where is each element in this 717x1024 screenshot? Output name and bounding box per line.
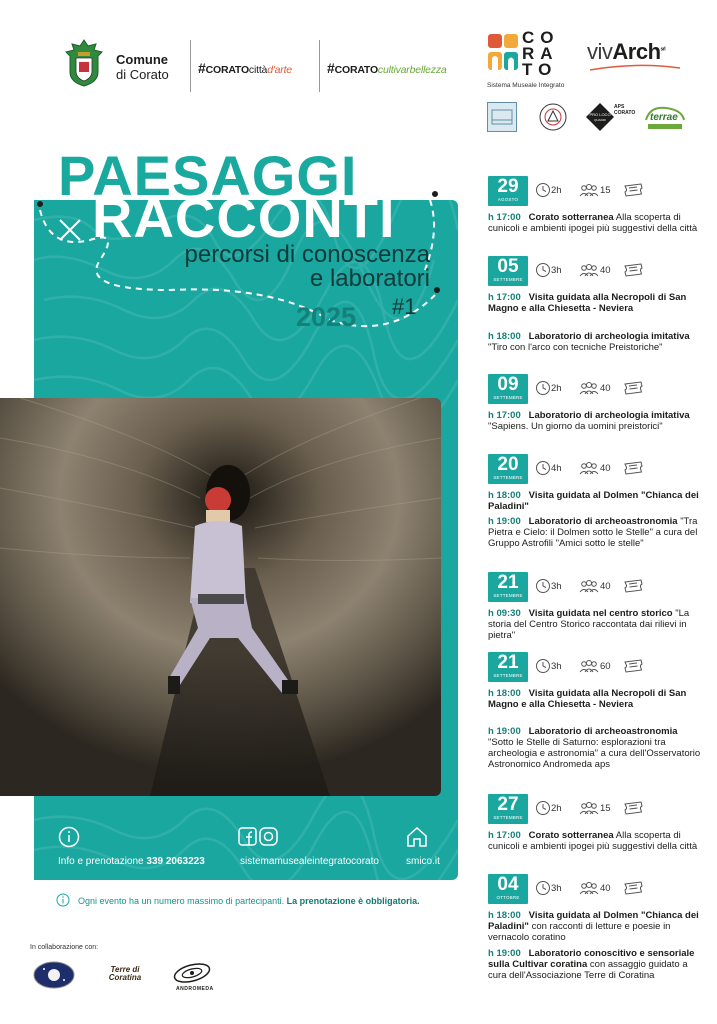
ticket-icon bbox=[623, 579, 643, 593]
event-capacity: 40 bbox=[600, 383, 611, 394]
title-line1: PAESAGGI bbox=[58, 144, 358, 207]
clock-icon bbox=[535, 460, 551, 476]
event-item bbox=[488, 608, 703, 641]
ticket-icon bbox=[623, 801, 643, 815]
people-icon bbox=[579, 263, 599, 277]
event-duration: 4h bbox=[551, 463, 562, 474]
date-month: SETTEMBRE bbox=[493, 673, 523, 678]
date-badge bbox=[488, 176, 528, 206]
museum-logo-icon bbox=[487, 102, 517, 132]
event-entry bbox=[488, 874, 703, 984]
header bbox=[0, 0, 717, 150]
subtitle: percorsi di conoscenza e laboratori bbox=[184, 241, 430, 292]
vivarch-logo: vivArch$^{srl}$ bbox=[587, 39, 666, 64]
date-badge bbox=[488, 572, 528, 602]
date-day: 20 bbox=[497, 454, 519, 475]
event-time: h 17:00 bbox=[488, 410, 521, 421]
event-duration: 3h bbox=[551, 265, 562, 276]
vivarch-swoosh-icon bbox=[590, 64, 680, 72]
comune-logo: Comune di Corato bbox=[116, 52, 169, 82]
event-desc: con racconti di letture e poesie in vernacolo coratino bbox=[488, 921, 671, 943]
event-capacity: 40 bbox=[600, 463, 611, 474]
event-title: Visita guidata al Dolmen "Chianca dei Paladini" bbox=[488, 910, 699, 932]
event-time: h 17:00 bbox=[488, 292, 521, 303]
clock-icon bbox=[535, 578, 551, 594]
home-icon bbox=[406, 826, 428, 848]
edition: #1 bbox=[392, 294, 417, 319]
date-month: AGOSTO bbox=[497, 197, 519, 202]
date-day: 05 bbox=[497, 256, 519, 277]
event-title: Corato sotterranea bbox=[528, 212, 614, 223]
year: 2025 bbox=[296, 302, 357, 332]
event-capacity: 15 bbox=[600, 803, 611, 814]
event-item bbox=[488, 830, 703, 852]
tag-cultivar-bellezza: #CORATOcultivarbellezza bbox=[327, 60, 447, 76]
clock-icon bbox=[535, 262, 551, 278]
event-title: Visita guidata nel centro storico bbox=[528, 608, 673, 619]
event-item bbox=[488, 516, 703, 549]
ticket-icon bbox=[623, 263, 643, 277]
event-desc: "La storia del Centro Storico raccontata dai rilievi in pietra" bbox=[488, 608, 690, 641]
people-icon bbox=[579, 183, 599, 197]
event-title: Laboratorio conoscitivo e sensoriale sulla Cultivar coratina bbox=[488, 948, 695, 970]
date-badge bbox=[488, 874, 528, 904]
event-duration: 3h bbox=[551, 581, 562, 592]
event-entry bbox=[488, 454, 703, 564]
event-duration: 3h bbox=[551, 661, 562, 672]
event-item bbox=[488, 331, 703, 353]
collab-label: In collaborazione con: bbox=[30, 944, 99, 951]
info-social[interactable]: sistemamusealeintegratocorato bbox=[240, 856, 379, 867]
clock-icon bbox=[535, 880, 551, 896]
event-duration: 3h bbox=[551, 883, 562, 894]
event-item bbox=[488, 212, 703, 234]
partner-terre-coratina: Terre di Coratina bbox=[108, 965, 142, 982]
event-item bbox=[488, 292, 703, 314]
ticket-icon bbox=[623, 381, 643, 395]
info-icon bbox=[58, 826, 80, 848]
info-phone[interactable]: Info e prenotazione 339 2063223 bbox=[58, 856, 205, 867]
date-day: 21 bbox=[497, 572, 519, 593]
notice-info-icon bbox=[56, 893, 70, 907]
date-day: 21 bbox=[497, 652, 519, 673]
event-capacity: 15 bbox=[600, 185, 611, 196]
event-item bbox=[488, 490, 703, 512]
social-icons bbox=[238, 826, 278, 848]
pro-loco-logo-icon bbox=[585, 102, 615, 132]
clock-icon bbox=[535, 182, 551, 198]
event-desc: con assaggio guidato a cura dell'Associazione Terre di Coratina bbox=[488, 959, 688, 981]
date-day: 27 bbox=[497, 794, 519, 815]
event-title: Laboratorio di archeoastronomia bbox=[528, 516, 678, 527]
event-desc: "Sapiens. Un giorno da uomini preistorici" bbox=[488, 421, 663, 432]
event-time: h 18:00 bbox=[488, 490, 521, 501]
event-time: h 17:00 bbox=[488, 212, 521, 223]
ticket-icon bbox=[623, 881, 643, 895]
archeoclub-logo-icon bbox=[538, 102, 568, 132]
date-month: SETTEMBRE bbox=[493, 475, 523, 480]
event-capacity: 40 bbox=[600, 581, 611, 592]
event-item bbox=[488, 948, 703, 981]
info-web[interactable]: smico.it bbox=[406, 856, 440, 867]
smi-letters: CORATO bbox=[522, 28, 560, 79]
people-icon bbox=[579, 381, 599, 395]
event-item bbox=[488, 726, 703, 770]
comune-crest-icon bbox=[62, 38, 106, 88]
event-title: Laboratorio di archeoastronomia bbox=[528, 726, 678, 737]
event-time: h 17:00 bbox=[488, 830, 521, 841]
date-month: SETTEMBRE bbox=[493, 395, 523, 400]
event-item bbox=[488, 910, 703, 943]
ticket-icon bbox=[623, 461, 643, 475]
event-time: h 18:00 bbox=[488, 688, 521, 699]
event-desc: "Tiro con l'arco con tecniche Preistoriche" bbox=[488, 342, 663, 353]
event-entry bbox=[488, 256, 703, 366]
event-time: h 19:00 bbox=[488, 948, 521, 959]
tag-citta-arte: #CORATOcittàd'arte bbox=[198, 60, 292, 76]
event-capacity: 40 bbox=[600, 265, 611, 276]
event-time: h 18:00 bbox=[488, 331, 521, 342]
event-title: Visita guidata alla Necropoli di San Magno e alla Chiesetta - Neviera bbox=[488, 688, 687, 710]
people-icon bbox=[579, 461, 599, 475]
svg-text:QUADRI: QUADRI bbox=[594, 118, 606, 122]
event-duration: 2h bbox=[551, 803, 562, 814]
event-time: h 19:00 bbox=[488, 516, 521, 527]
people-icon bbox=[579, 881, 599, 895]
ticket-icon bbox=[623, 659, 643, 673]
event-title: Visita guidata alla Necropoli di San Magno e alla Chiesetta - Neviera bbox=[488, 292, 687, 314]
date-day: 29 bbox=[497, 176, 519, 197]
ticket-icon bbox=[623, 183, 643, 197]
divider bbox=[319, 40, 320, 92]
date-badge bbox=[488, 794, 528, 824]
astrofili-logo-icon bbox=[32, 960, 76, 990]
date-month: SETTEMBRE bbox=[493, 593, 523, 598]
date-badge bbox=[488, 652, 528, 682]
event-title: Corato sotterranea bbox=[528, 830, 614, 841]
terrae-label: terrae bbox=[650, 112, 678, 123]
date-month: SETTEMBRE bbox=[493, 815, 523, 820]
event-entry bbox=[488, 652, 703, 770]
event-desc: Alla scoperta di cunicoli e ambienti ipogei più suggestivi della città bbox=[488, 830, 698, 852]
event-time: h 18:00 bbox=[488, 910, 521, 921]
event-title: Visita guidata al Dolmen "Chianca dei Paladini" bbox=[488, 490, 699, 512]
date-day: 04 bbox=[497, 874, 519, 895]
date-month: OTTOBRE bbox=[496, 895, 520, 900]
people-icon bbox=[579, 579, 599, 593]
date-badge bbox=[488, 454, 528, 484]
people-icon bbox=[579, 659, 599, 673]
people-icon bbox=[579, 801, 599, 815]
booking-notice: Ogni evento ha un numero massimo di partecipanti. La prenotazione è obbligatoria. bbox=[78, 896, 420, 906]
clock-icon bbox=[535, 658, 551, 674]
svg-text:PRO LOCO: PRO LOCO bbox=[589, 112, 611, 117]
event-title: Laboratorio di archeologia imitativa bbox=[528, 410, 690, 421]
date-badge bbox=[488, 256, 528, 286]
date-day: 09 bbox=[497, 374, 519, 395]
title-line2: RACCONTI bbox=[92, 186, 396, 249]
andromeda-logo-icon bbox=[172, 962, 212, 984]
event-time: h 19:00 bbox=[488, 726, 521, 737]
info-bar bbox=[34, 820, 458, 880]
clock-icon bbox=[535, 380, 551, 396]
event-capacity: 40 bbox=[600, 883, 611, 894]
event-desc: "Tra Pietra e Cielo: il Dolmen sotto le Stelle" a cura del Gruppo Astrofili "Amici sotto le stelle" bbox=[488, 516, 698, 549]
aps-label: APS CORATO bbox=[614, 104, 636, 116]
smi-subtitle: Sistema Museale Integrato bbox=[487, 82, 565, 89]
event-time: h 09:30 bbox=[488, 608, 521, 619]
clock-icon bbox=[535, 800, 551, 816]
event-capacity: 60 bbox=[600, 661, 611, 672]
partner-andromeda: ANDROMEDA bbox=[176, 986, 214, 992]
event-item bbox=[488, 688, 703, 710]
date-badge bbox=[488, 374, 528, 404]
tunnel-photo bbox=[0, 398, 441, 796]
event-desc: Alla scoperta di cunicoli e ambienti ipogei più suggestivi della città bbox=[488, 212, 698, 234]
event-desc: "Sotto le Stelle di Saturno: esplorazioni tra archeologia e astronomia" a cura dell'Osservatorio Astronomico Andromeda aps bbox=[488, 737, 701, 770]
divider bbox=[190, 40, 191, 92]
event-duration: 2h bbox=[551, 185, 562, 196]
date-month: SETTEMBRE bbox=[493, 277, 523, 282]
event-item bbox=[488, 410, 703, 432]
event-duration: 2h bbox=[551, 383, 562, 394]
event-title: Laboratorio di archeologia imitativa bbox=[528, 331, 690, 342]
